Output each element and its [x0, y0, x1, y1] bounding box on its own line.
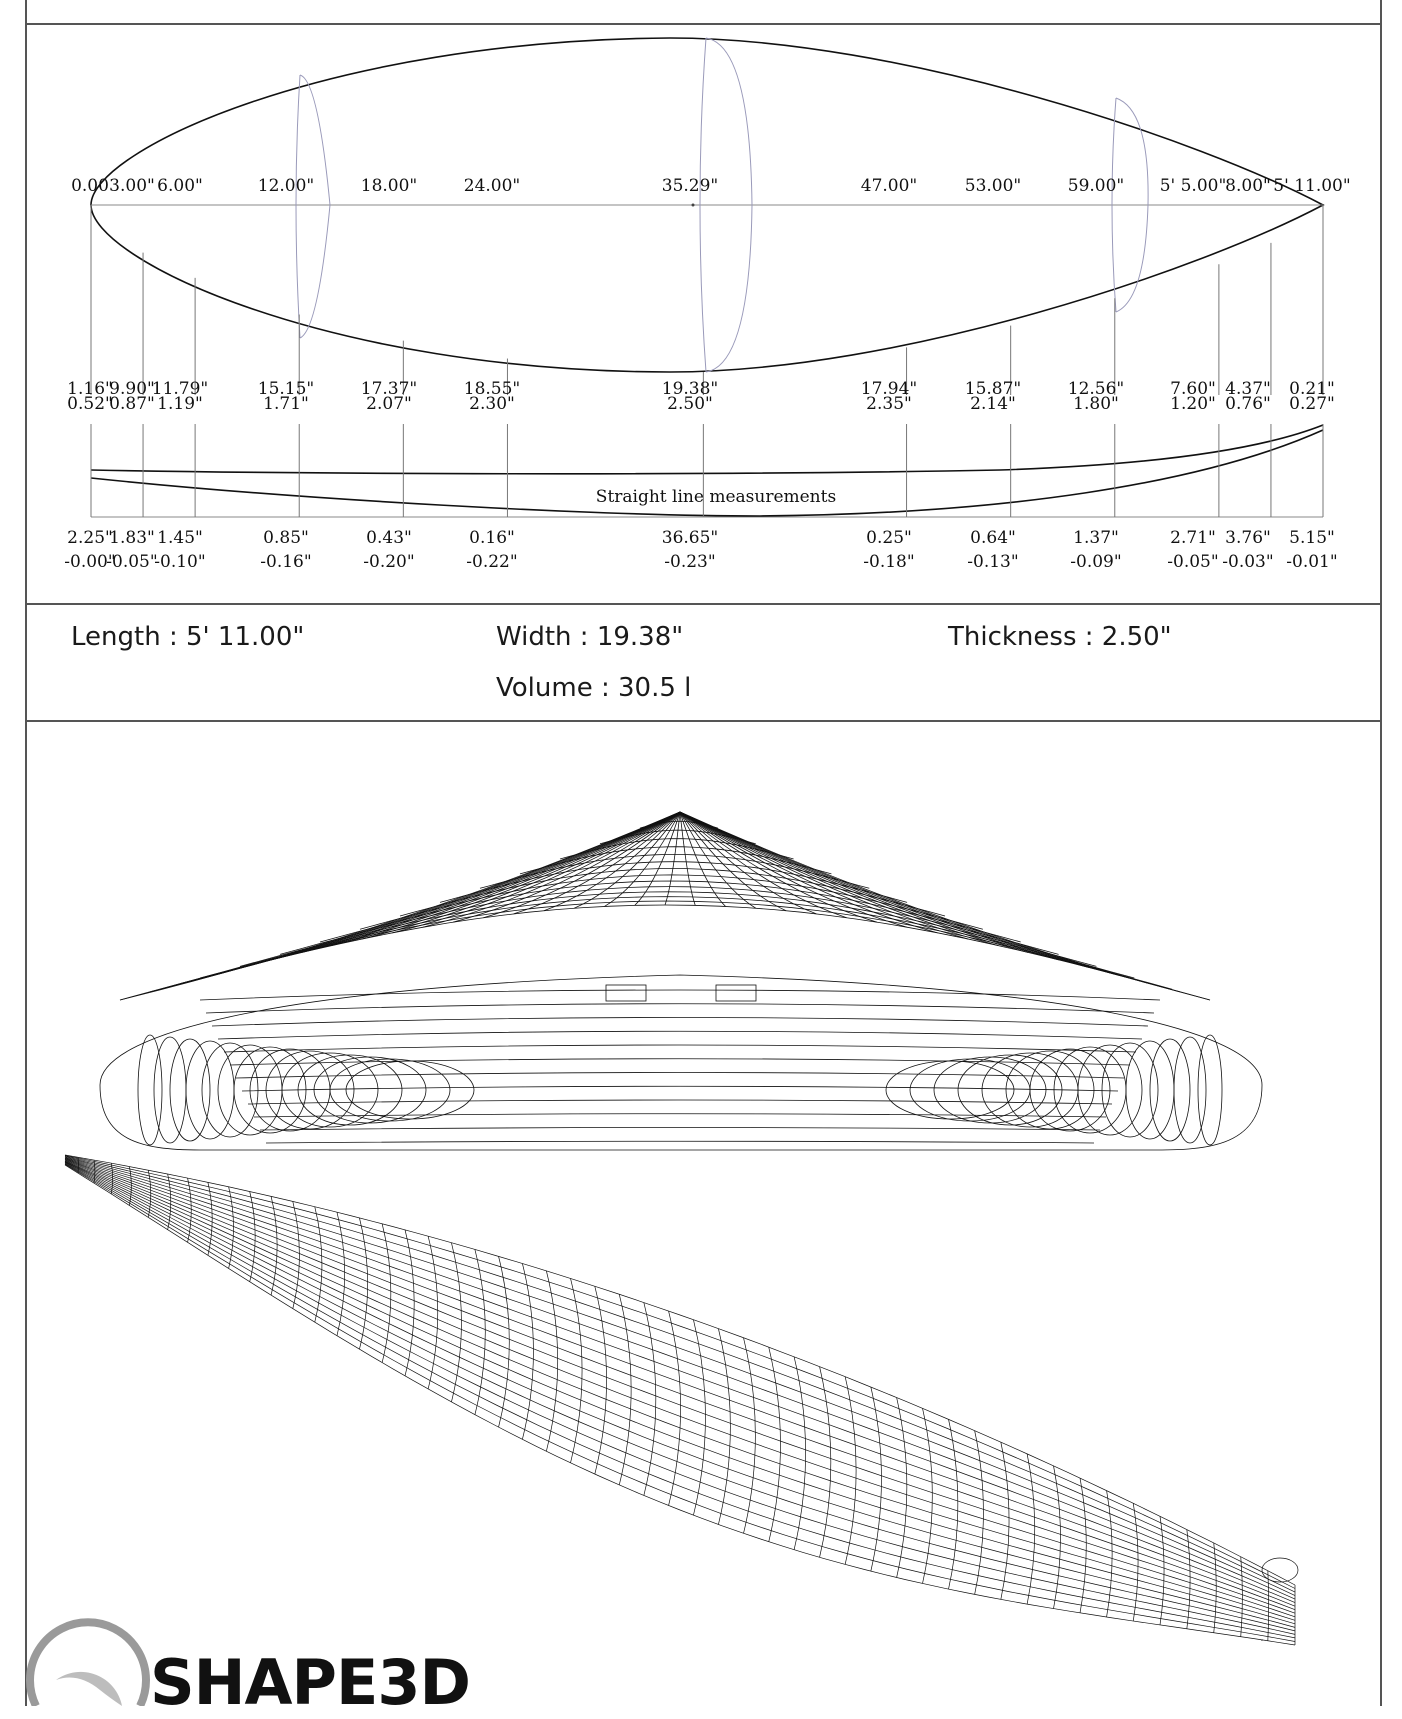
station-position-label: 24.00" [463, 176, 521, 196]
station-width-label: 19.38" [661, 379, 719, 399]
station-position-label: 0.00 [71, 176, 109, 196]
station-position-label: 3.00" [109, 176, 155, 196]
station-rocker-bottom-label: 0.85" [263, 528, 309, 548]
station-rocker-deck-label: -0.05" [106, 552, 158, 572]
station-position-label: 6.00" [157, 176, 203, 196]
spec-volume: Volume : 30.5 l [496, 673, 692, 703]
station-position-label: 59.00" [1067, 176, 1125, 196]
station-position-label: 18.00" [360, 176, 418, 196]
station-position-labels [71, 176, 1351, 196]
station-rocker-deck-label: -0.03" [1222, 552, 1274, 572]
station-rocker-bottom-label: 0.64" [970, 528, 1016, 548]
station-width-label: 15.15" [257, 379, 315, 399]
station-thickness-label: 2.14" [970, 394, 1016, 414]
station-rocker-labels [64, 528, 1337, 572]
station-rocker-bottom-label: 0.25" [866, 528, 912, 548]
station-position-label: 5' 11.00" [1273, 176, 1351, 196]
station-position-label: 47.00" [860, 176, 918, 196]
station-rocker-deck-label: -0.05" [1167, 552, 1219, 572]
station-thickness-label: 2.07" [366, 394, 412, 414]
wireframe-perspective-view [65, 1155, 1298, 1645]
wireframe-tail-view [100, 812, 1262, 1150]
station-thickness-label: 1.80" [1073, 394, 1119, 414]
station-thickness-label: 0.87" [109, 394, 155, 414]
outline-station-ticks [91, 205, 1323, 395]
profile-caption: Straight line measurements [595, 487, 837, 507]
station-position-label: 53.00" [964, 176, 1022, 196]
station-rocker-bottom-label: 2.71" [1170, 528, 1216, 548]
station-rocker-bottom-label: 0.16" [469, 528, 515, 548]
station-position-label: 5' 5.00" [1159, 176, 1227, 196]
station-rocker-deck-label: -0.01" [1286, 552, 1338, 572]
station-rocker-bottom-label: 2.25" [67, 528, 113, 548]
profile-view [64, 394, 1337, 572]
station-rocker-bottom-label: 36.65" [661, 528, 719, 548]
station-thickness-label: 2.50" [667, 394, 713, 414]
station-width-label: 18.55" [463, 379, 521, 399]
station-position-label: 35.29" [661, 176, 719, 196]
station-rocker-deck-label: -0.13" [967, 552, 1019, 572]
outline-view [67, 38, 1351, 399]
station-rocker-bottom-label: 5.15" [1289, 528, 1335, 548]
brand-logo-text: SHAPE3D [150, 1646, 470, 1719]
station-thickness-label: 2.35" [866, 394, 912, 414]
station-thickness-label: 1.19" [157, 394, 203, 414]
station-rocker-deck-label: -0.09" [1070, 552, 1122, 572]
station-rocker-deck-label: -0.00" [64, 552, 116, 572]
station-thickness-label: 0.52" [67, 394, 113, 414]
station-rocker-bottom-label: 3.76" [1225, 528, 1271, 548]
station-rocker-bottom-label: 0.43" [366, 528, 412, 548]
spec-width: Width : 19.38" [496, 622, 684, 652]
station-width-label: 15.87" [964, 379, 1022, 399]
rocker-deck-line [91, 425, 1323, 474]
station-width-label: 17.94" [860, 379, 918, 399]
station-position-label: 8.00" [1225, 176, 1271, 196]
station-thickness-label: 2.30" [469, 394, 515, 414]
station-thickness-label: 0.76" [1225, 394, 1271, 414]
station-thickness-label: 1.71" [263, 394, 309, 414]
station-width-label: 11.79" [151, 379, 209, 399]
station-rocker-deck-label: -0.23" [664, 552, 716, 572]
station-rocker-bottom-label: 1.37" [1073, 528, 1119, 548]
spec-length: Length : 5' 11.00" [71, 622, 305, 652]
station-width-label: 7.60" [1170, 379, 1216, 399]
station-thickness-label: 0.27" [1289, 394, 1335, 414]
station-rocker-deck-label: -0.18" [863, 552, 915, 572]
station-rocker-bottom-label: 1.45" [157, 528, 203, 548]
station-width-label: 1.16" [67, 379, 113, 399]
station-width-label: 9.90" [109, 379, 155, 399]
station-rocker-bottom-label: 1.83" [109, 528, 155, 548]
station-width-label: 4.37" [1225, 379, 1271, 399]
station-width-label: 0.21" [1289, 379, 1335, 399]
station-rocker-deck-label: -0.16" [260, 552, 312, 572]
station-position-label: 12.00" [257, 176, 315, 196]
station-thickness-label: 1.20" [1170, 394, 1216, 414]
station-width-label: 17.37" [360, 379, 418, 399]
station-width-label: 12.56" [1067, 379, 1125, 399]
station-rocker-deck-label: -0.22" [466, 552, 518, 572]
spec-thickness: Thickness : 2.50" [948, 622, 1172, 652]
station-rocker-deck-label: -0.10" [154, 552, 206, 572]
station-rocker-deck-label: -0.20" [363, 552, 415, 572]
